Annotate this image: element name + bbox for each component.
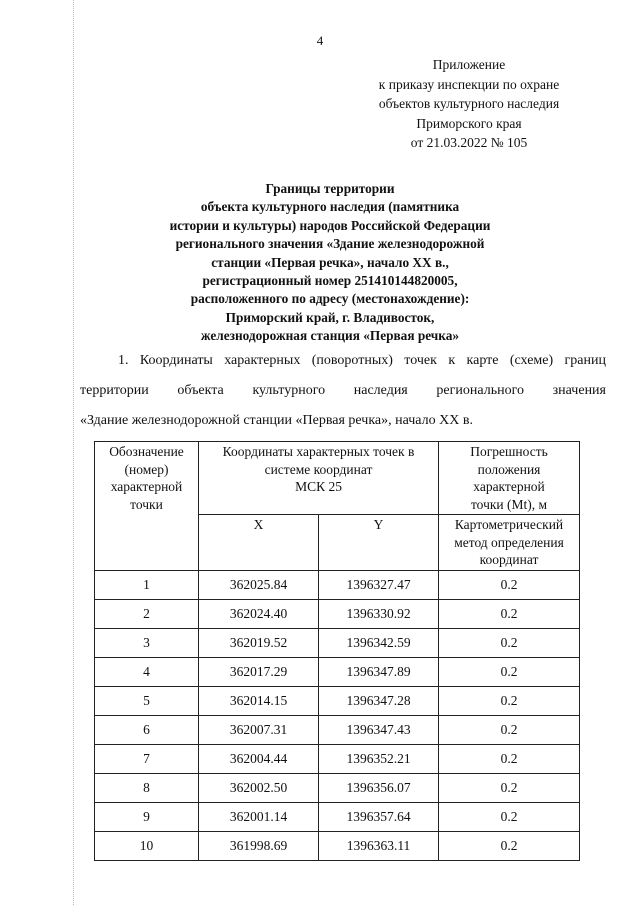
cell-y: 1396357.64 <box>319 802 439 831</box>
cell-y: 1396352.21 <box>319 744 439 773</box>
table-row <box>95 802 580 831</box>
cell-point: 7 <box>95 744 199 773</box>
cell-point: 6 <box>95 715 199 744</box>
header-y: Y <box>319 515 439 571</box>
title-line: объекта культурного наследия (памятника <box>200 199 460 215</box>
cell-point: 5 <box>95 686 199 715</box>
title-line: железнодорожная станция «Первая речка» <box>200 328 460 344</box>
cell-y: 1396330.92 <box>319 599 439 628</box>
cell-point: 4 <box>95 657 199 686</box>
page-number: 4 <box>316 33 324 48</box>
appendix-line: от 21.03.2022 № 105 <box>410 135 528 150</box>
title-line: Приморский край, г. Владивосток, <box>225 309 435 325</box>
cell-point: 1 <box>95 570 199 599</box>
title-line: Границы территории <box>265 181 395 196</box>
appendix-line: объектов культурного наследия <box>378 96 560 111</box>
cell-x: 362002.50 <box>199 773 319 802</box>
cell-x: 362019.52 <box>199 628 319 657</box>
table-row <box>95 715 580 744</box>
margin-line <box>73 0 74 905</box>
header-method: Картометрический метод определения координат <box>439 515 580 571</box>
appendix-line: Приморского края <box>416 115 522 131</box>
cell-y: 1396347.89 <box>319 657 439 686</box>
cell-x: 361998.69 <box>199 831 319 860</box>
table-row <box>95 773 580 802</box>
header-coordinates: Координаты характерных точек в системе координат МСК 25 <box>199 442 439 515</box>
appendix-line: Приложение <box>432 57 506 72</box>
coordinates-table <box>94 441 580 861</box>
cell-x: 362001.14 <box>199 802 319 831</box>
appendix-block <box>350 55 588 153</box>
table-row <box>95 686 580 715</box>
cell-mt: 0.2 <box>439 802 580 831</box>
title-line: регистрационный номер 251410144820005, <box>202 273 458 289</box>
header-error: Погрешность положения характерной точки (Mt), м <box>439 442 580 515</box>
paragraph-line: 1. Координаты характерных (поворотных) точек к карте (схеме) границ <box>118 353 606 368</box>
cell-point: 3 <box>95 628 199 657</box>
cell-point: 9 <box>95 802 199 831</box>
document-title <box>120 180 540 346</box>
cell-mt: 0.2 <box>439 686 580 715</box>
cell-y: 1396347.28 <box>319 686 439 715</box>
cell-mt: 0.2 <box>439 628 580 657</box>
table-row <box>95 599 580 628</box>
cell-x: 362017.29 <box>199 657 319 686</box>
table-row <box>95 628 580 657</box>
table-row <box>95 570 580 599</box>
title-line: истории и культуры) народов Российской Федерации <box>169 217 491 233</box>
paragraph-line: территории объекта культурного наследия регионального значения <box>80 383 606 398</box>
cell-x: 362007.31 <box>199 715 319 744</box>
cell-mt: 0.2 <box>439 831 580 860</box>
title-line: регионального значения «Здание железнодорожной <box>175 236 485 252</box>
cell-x: 362004.44 <box>199 744 319 773</box>
cell-x: 362014.15 <box>199 686 319 715</box>
cell-y: 1396327.47 <box>319 570 439 599</box>
cell-y: 1396347.43 <box>319 715 439 744</box>
cell-point: 2 <box>95 599 199 628</box>
cell-mt: 0.2 <box>439 599 580 628</box>
cell-x: 362024.40 <box>199 599 319 628</box>
table-row <box>95 831 580 860</box>
cell-y: 1396356.07 <box>319 773 439 802</box>
cell-mt: 0.2 <box>439 657 580 686</box>
appendix-line: к приказу инспекции по охране <box>378 76 560 92</box>
cell-point: 8 <box>95 773 199 802</box>
cell-y: 1396342.59 <box>319 628 439 657</box>
title-line: расположенного по адресу (местонахождение): <box>190 291 470 307</box>
body-paragraph <box>80 346 606 436</box>
cell-mt: 0.2 <box>439 715 580 744</box>
table-row <box>95 744 580 773</box>
cell-mt: 0.2 <box>439 773 580 802</box>
cell-mt: 0.2 <box>439 744 580 773</box>
title-line: станции «Первая речка», начало XX в., <box>211 254 449 270</box>
paragraph-line: «Здание железнодорожной станции «Первая речка», начало XX в. <box>80 413 473 428</box>
table-row <box>95 657 580 686</box>
cell-x: 362025.84 <box>199 570 319 599</box>
cell-point: 10 <box>95 831 199 860</box>
cell-mt: 0.2 <box>439 570 580 599</box>
header-point: Обозначение (номер) характерной точки <box>95 442 199 571</box>
cell-y: 1396363.11 <box>319 831 439 860</box>
header-x: X <box>199 515 319 571</box>
